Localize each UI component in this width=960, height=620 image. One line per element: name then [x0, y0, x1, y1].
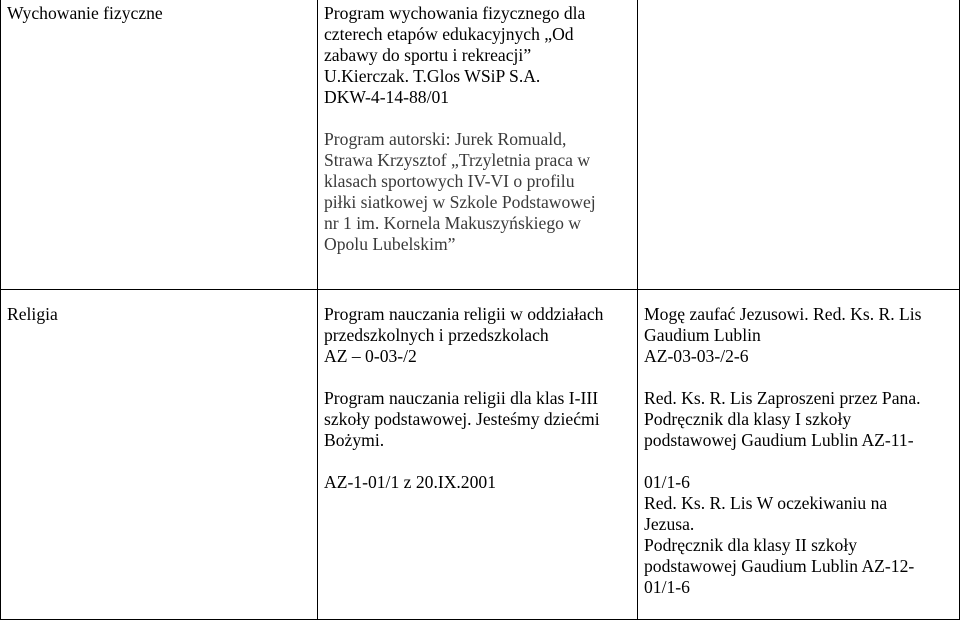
- text-line: klasach sportowych IV-VI o profilu: [324, 171, 575, 191]
- line-gap: [644, 451, 953, 472]
- text-line: piłki siatkowej w Szkole Podstawowej: [324, 192, 596, 212]
- subject-cell: [1, 0, 318, 290]
- line-gap: [324, 108, 631, 129]
- text-line: AZ-1-01/1 z 20.IX.2001: [324, 472, 496, 492]
- text-line: Red. Ks. R. Lis W oczekiwaniu na: [644, 493, 888, 513]
- text-line: Program autorski: Jurek Romuald,: [324, 129, 567, 149]
- line-gap: [324, 367, 631, 388]
- text-line: U.Kierczak. T.Glos WSiP S.A.: [324, 66, 541, 86]
- line-gap: [324, 451, 631, 472]
- text-line: podstawowej Gaudium Lublin AZ-11-: [644, 430, 914, 450]
- text-line: Bożymi.: [324, 430, 385, 450]
- text-line: AZ – 0-03-/2: [324, 346, 417, 366]
- text-line: przedszkolnych i przedszkolach: [324, 325, 549, 345]
- text-line: Program nauczania religii dla klas I-III: [324, 388, 599, 408]
- text-line: Strawa Krzysztof „Trzyletnia praca w: [324, 150, 591, 170]
- text-line: czterech etapów edukacyjnych „Od: [324, 24, 574, 44]
- textbook-cell: [638, 290, 960, 620]
- text-line: Gaudium Lublin: [644, 325, 761, 345]
- text-line: Program wychowania fizycznego dla: [324, 3, 586, 23]
- text-line: podstawowej Gaudium Lublin AZ-12-: [644, 556, 915, 576]
- text-line: Red. Ks. R. Lis Zaproszeni przez Pana.: [644, 388, 921, 408]
- text-line: DKW-4-14-88/01: [324, 87, 450, 107]
- text-line: Opolu Lubelskim”: [324, 234, 456, 254]
- text-line: Podręcznik dla klasy I szkoły: [644, 409, 852, 429]
- text-line: Mogę zaufać Jezusowi. Red. Ks. R. Lis: [644, 304, 922, 324]
- textbook-cell: [638, 0, 960, 290]
- text-line: Program nauczania religii w oddziałach: [324, 304, 604, 324]
- text-line: Podręcznik dla klasy II szkoły: [644, 535, 858, 555]
- text-line: nr 1 im. Kornela Makuszyńskiego w: [324, 213, 582, 233]
- subject-cell: [1, 290, 318, 620]
- line-gap: [644, 367, 953, 388]
- table-row-religion: [1, 290, 960, 620]
- program-cell: [318, 290, 638, 620]
- text-line: 01/1-6: [644, 472, 690, 492]
- text-line: 01/1-6: [644, 577, 690, 597]
- text-line: Jezusa.: [644, 514, 695, 534]
- program-cell: [318, 0, 638, 290]
- table-row-pe: [1, 0, 960, 290]
- text-line: AZ-03-03-/2-6: [644, 346, 749, 366]
- text-line: zabawy do sportu i rekreacji”: [324, 45, 532, 65]
- text-line: szkoły podstawowej. Jesteśmy dziećmi: [324, 409, 600, 429]
- subject-name: Wychowanie fizyczne: [7, 3, 163, 23]
- subject-name: Religia: [7, 304, 58, 324]
